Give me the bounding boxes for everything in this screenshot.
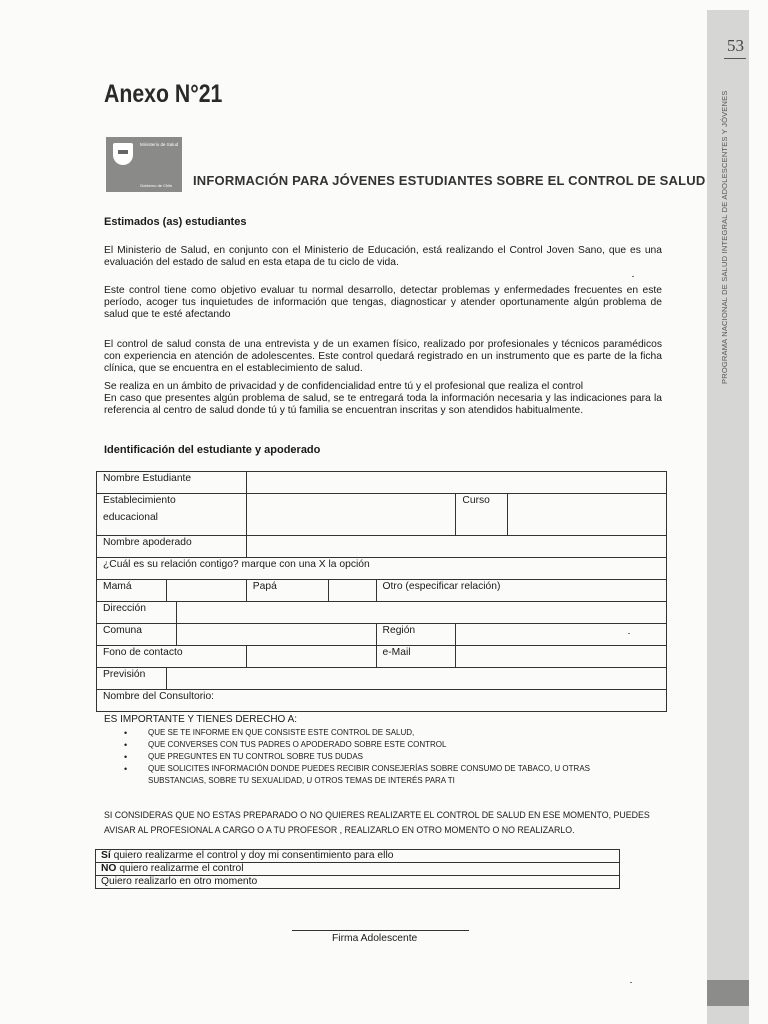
email-label: e-Mail: [376, 646, 456, 668]
other-relation-label: Otro (especificar relación): [382, 581, 501, 592]
student-name-field[interactable]: [246, 472, 666, 494]
school-label: [97, 494, 247, 536]
consent-option-rest: Quiero realizarlo en otro momento: [101, 876, 258, 887]
phone-label: Fono de contacto: [97, 646, 247, 668]
identification-title: Identificación del estudiante y apoderado: [104, 444, 321, 456]
page-number: 53: [727, 36, 744, 55]
clinic-name-label: Nombre del Consultorio:: [103, 691, 215, 702]
paragraph-intro: El Ministerio de Salud, en conjunto con el Ministerio de Educación, está realizando el Control Joven Sano, que es una evaluación del estado de salud en esta etapa de tu ciclo de vida.: [104, 245, 662, 268]
clinic-name-field[interactable]: [97, 690, 667, 712]
page-number-underline: [724, 58, 746, 59]
commune-field[interactable]: [176, 624, 376, 646]
paragraph-objective: Este control tiene como objetivo evaluar tu normal desarrollo, detectar problemas y enfermedades frecuentes en este período, acoger tus inquietudes de información que tengas, diagnosticar y atender oportunamente algún problema de salud que te esté afectando: [104, 285, 662, 320]
school-field[interactable]: [246, 494, 456, 536]
consent-option-yes[interactable]: [96, 850, 620, 863]
mother-checkbox[interactable]: [166, 580, 246, 602]
rights-heading: ES IMPORTANTE Y TIENES DERECHO A:: [104, 714, 298, 725]
region-label: Región: [376, 624, 456, 646]
consent-option-strong: NO: [101, 863, 117, 874]
consent-option-no[interactable]: [96, 863, 620, 876]
consent-option-strong: Sí: [101, 850, 111, 861]
mother-label: Mamá: [97, 580, 167, 602]
student-name-label: Nombre Estudiante: [97, 472, 247, 494]
email-field[interactable]: [456, 646, 667, 668]
logo-top-text: Ministerio de Salud: [140, 142, 179, 147]
rights-item-text: QUE SE TE INFORME EN QUE CONSISTE ESTE CONTROL DE SALUD,: [148, 728, 415, 737]
identification-form: [96, 471, 667, 712]
guardian-name-field[interactable]: [246, 536, 666, 558]
bullet-icon: •: [124, 728, 128, 738]
consent-option-rest: quiero realizarme el control: [116, 863, 244, 874]
signature-line[interactable]: [292, 930, 469, 931]
consent-option-text: [96, 863, 620, 876]
paragraph-privacy: Se realiza en un ámbito de privacidad y de confidencialidad entre tú y el profesional que realiza el control: [104, 381, 584, 392]
school-label-line1: Establecimiento: [103, 495, 176, 506]
consent-option-rest: quiero realizarme el control y doy mi consentimiento para ello: [110, 850, 394, 861]
rights-item-text: QUE SOLICITES INFORMACIÓN DONDE PUEDES RECIBIR CONSEJERÍAS SOBRE CONSUMO DE TABACO, U OTRAS SUBSTANCIAS, SOBRE TU SEXUALIDAD, U OTROS TEMAS DE INTERÉS PARA TI: [148, 764, 590, 785]
father-label: Papá: [246, 580, 328, 602]
paragraph-control: El control de salud consta de una entrevista y de un examen físico, realizado por profesionales y técnicos paramédicos con experiencia en atención de adolescentes. Este control quedará registrado en un instrumento que es parte de la ficha clínica, que se encuentra en el establecimiento de salud.: [104, 339, 662, 374]
scan-speck: [628, 633, 630, 634]
father-checkbox[interactable]: [328, 580, 376, 602]
bullet-icon: •: [124, 740, 128, 750]
rights-item: [124, 751, 640, 763]
rights-item: [124, 763, 640, 787]
rights-list: [124, 727, 640, 787]
paragraph-referral: En caso que presentes algún problema de salud, se te entregará toda la información necesaria y las indicaciones para la referencia al centro de salud donde tú y tú familia se encuentran inscritas y son atendidos habitualmente.: [104, 393, 662, 416]
ministry-logo: [106, 137, 182, 192]
document-title: INFORMACIÓN PARA JÓVENES ESTUDIANTES SOBRE EL CONTROL DE SALUD: [193, 173, 706, 188]
signature-label: Firma Adolescente: [332, 933, 418, 944]
commune-label: Comuna: [97, 624, 177, 646]
consent-table: [95, 849, 620, 889]
guardian-name-label: Nombre apoderado: [97, 536, 247, 558]
scan-speck: [632, 276, 634, 277]
consent-option-later[interactable]: [96, 876, 620, 889]
consent-option-text: [96, 850, 620, 863]
school-label-line2: educacional: [103, 512, 158, 523]
phone-field[interactable]: [246, 646, 376, 668]
side-strip-block: [707, 980, 749, 1006]
annex-title: Anexo N°21: [104, 80, 223, 108]
logo-bottom-text: Gobierno de Chile: [140, 183, 173, 188]
insurance-field[interactable]: [166, 668, 666, 690]
greeting: Estimados (as) estudiantes: [104, 216, 247, 228]
relationship-question: ¿Cuál es su relación contigo? marque con una X la opción: [97, 558, 667, 580]
rights-item-text: QUE CONVERSES CON TUS PADRES O APODERADO SOBRE ESTE CONTROL: [148, 740, 447, 749]
bullet-icon: •: [124, 764, 128, 774]
shield-icon: [113, 143, 133, 165]
course-label: Curso: [456, 494, 508, 536]
consent-option-text: [96, 876, 620, 889]
region-field[interactable]: [456, 624, 667, 646]
course-field[interactable]: [508, 494, 667, 536]
rights-item-text: QUE PREGUNTES EN TU CONTROL SOBRE TUS DUDAS: [148, 752, 363, 761]
address-label: Dirección: [97, 602, 177, 624]
decline-notice: SI CONSIDERAS QUE NO ESTAS PREPARADO O NO QUIERES REALIZARTE EL CONTROL DE SALUD EN ESE MOMENTO, PUEDES AVISAR AL PROFESIONAL A CARGO O A TU PROFESOR , REALIZARLO EN OTRO MOMENTO O NO REALIZARLO.: [104, 810, 650, 835]
scan-speck: [630, 982, 632, 983]
bullet-icon: •: [124, 752, 128, 762]
insurance-label: Previsión: [97, 668, 167, 690]
other-relation-field[interactable]: [376, 580, 666, 602]
rights-item: [124, 727, 640, 739]
address-field[interactable]: [176, 602, 666, 624]
rights-item: [124, 739, 640, 751]
side-program-label: PROGRAMA NACIONAL DE SALUD INTEGRAL DE ADOLESCENTES Y JÓVENES: [720, 90, 729, 384]
